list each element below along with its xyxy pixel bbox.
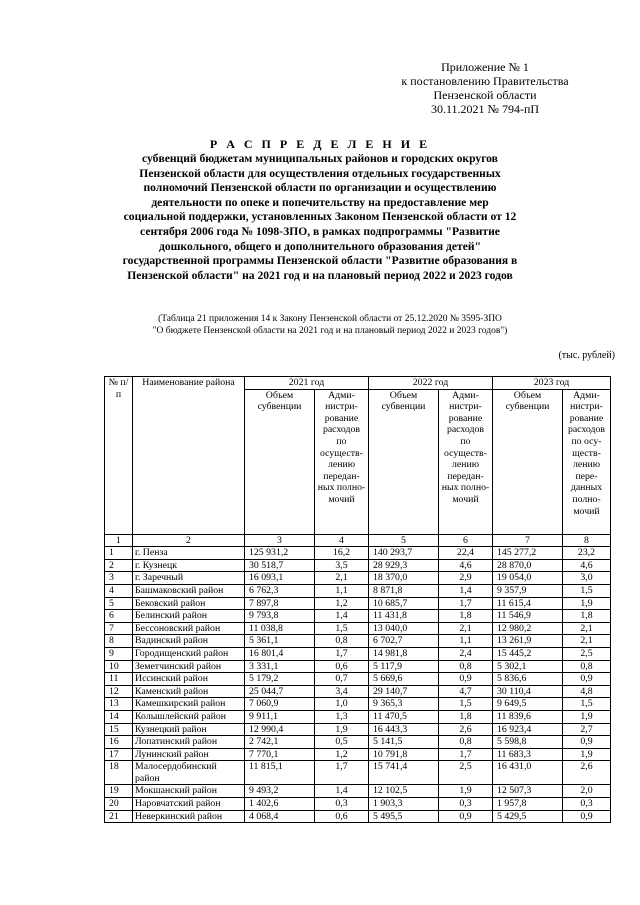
admin-2023: 2,6 [563,761,611,785]
admin-2022: 1,9 [439,785,493,798]
volume-2023: 5 836,6 [493,673,563,686]
column-number: 3 [245,534,315,547]
document-title: Р А С П Р Е Д Е Л Е Н И Е [209,137,431,151]
admin-2022: 1,8 [439,610,493,623]
header-volume: Объем субвенции [493,389,563,534]
district-name: Вадинский район [133,635,245,648]
admin-2021: 2,1 [315,572,369,585]
volume-2022: 18 370,0 [369,572,439,585]
admin-2021: 1,4 [315,785,369,798]
district-name: г. Заречный [133,572,245,585]
header-year-2021: 2021 год [245,377,369,390]
volume-2021: 9 911,1 [245,710,315,723]
volume-2022: 5 141,5 [369,736,439,749]
table-row [105,610,611,623]
row-number: 15 [105,723,133,736]
district-name: Лунинский район [133,748,245,761]
admin-2023: 1,8 [563,610,611,623]
district-name: Лопатинский район [133,736,245,749]
admin-2021: 0,7 [315,673,369,686]
admin-2021: 1,9 [315,723,369,736]
header-admin: Адми-нистри-рование расходов по осуществ-лению передан-ных полно-мочий [315,389,369,534]
volume-2022: 11 431,8 [369,610,439,623]
volume-2023: 13 261,9 [493,635,563,648]
volume-2022: 29 140,7 [369,685,439,698]
row-number: 6 [105,610,133,623]
header-year-2023: 2023 год [493,377,611,390]
volume-2021: 7 897,8 [245,597,315,610]
volume-2022: 5 117,9 [369,660,439,673]
district-name: Малосердобинский район [133,761,245,785]
volume-2022: 16 443,3 [369,723,439,736]
volume-2022: 10 791,8 [369,748,439,761]
admin-2021: 3,5 [315,559,369,572]
volume-2023: 12 507,3 [493,785,563,798]
volume-2021: 125 931,2 [245,547,315,560]
column-number: 4 [315,534,369,547]
table-row [105,710,611,723]
admin-2021: 0,6 [315,810,369,823]
district-name: Башмаковский район [133,584,245,597]
table-row [105,597,611,610]
volume-2022: 13 040,0 [369,622,439,635]
table-row [105,810,611,823]
appendix-line-1: Приложение № 1 [441,60,529,74]
admin-2022: 0,3 [439,798,493,811]
admin-2021: 1,4 [315,610,369,623]
admin-2023: 4,8 [563,685,611,698]
volume-2021: 25 044,7 [245,685,315,698]
header-year-2022: 2022 год [369,377,493,390]
admin-2021: 1,1 [315,584,369,597]
row-number: 13 [105,698,133,711]
admin-2022: 1,1 [439,635,493,648]
header-district: Наименование района [133,377,245,535]
district-name: Земетчинский район [133,660,245,673]
admin-2023: 0,9 [563,673,611,686]
volume-2023: 145 277,2 [493,547,563,560]
column-number: 5 [369,534,439,547]
admin-2022: 0,9 [439,673,493,686]
appendix-line-4: 30.11.2021 № 794-пП [430,102,540,116]
volume-2021: 30 518,7 [245,559,315,572]
appendix-line-2: к постановлению Правительства [401,74,569,88]
volume-2022: 8 871,8 [369,584,439,597]
row-number: 8 [105,635,133,648]
admin-2021: 0,5 [315,736,369,749]
admin-2021: 16,2 [315,547,369,560]
admin-2022: 0,8 [439,660,493,673]
admin-2021: 1,5 [315,622,369,635]
volume-2023: 11 546,9 [493,610,563,623]
admin-2022: 2,1 [439,622,493,635]
row-number: 14 [105,710,133,723]
admin-2023: 3,0 [563,572,611,585]
district-name: Бессоновский район [133,622,245,635]
admin-2023: 1,9 [563,597,611,610]
volume-2022: 12 102,5 [369,785,439,798]
admin-2023: 1,5 [563,698,611,711]
volume-2022: 10 685,7 [369,597,439,610]
table-row [105,761,611,785]
volume-2022: 15 741,4 [369,761,439,785]
row-number: 9 [105,647,133,660]
volume-2021: 12 990,4 [245,723,315,736]
admin-2022: 0,9 [439,810,493,823]
admin-2021: 0,3 [315,798,369,811]
admin-2022: 2,9 [439,572,493,585]
admin-2023: 0,9 [563,810,611,823]
units-label: (тыс. рублей) [558,350,615,361]
column-number: 8 [563,534,611,547]
district-name: Кузнецкий район [133,723,245,736]
volume-2021: 11 038,8 [245,622,315,635]
admin-2021: 3,4 [315,685,369,698]
volume-2021: 11 815,1 [245,761,315,785]
volume-2023: 11 683,3 [493,748,563,761]
district-name: г. Кузнецк [133,559,245,572]
district-name: Бековский район [133,597,245,610]
table-row [105,685,611,698]
admin-2023: 0,9 [563,736,611,749]
district-name: Камешкирский район [133,698,245,711]
table-row [105,723,611,736]
volume-2021: 1 402,6 [245,798,315,811]
appendix-line-3: Пензенской области [433,88,537,102]
volume-2021: 9 793,8 [245,610,315,623]
district-name: г. Пенза [133,547,245,560]
volume-2023: 9 357,9 [493,584,563,597]
admin-2022: 4,6 [439,559,493,572]
admin-2021: 1,3 [315,710,369,723]
header-admin: Адми-нистри-рование расходов по осуществ-лению передан-ных полно-мочий [439,389,493,534]
title-block [120,137,520,283]
row-number: 2 [105,559,133,572]
admin-2023: 2,1 [563,635,611,648]
row-number: 1 [105,547,133,560]
admin-2023: 23,2 [563,547,611,560]
volume-2021: 5 179,2 [245,673,315,686]
header-volume: Объем субвенции [369,389,439,534]
volume-2023: 30 110,4 [493,685,563,698]
row-number: 7 [105,622,133,635]
volume-2022: 5 495,5 [369,810,439,823]
volume-2021: 7 060,9 [245,698,315,711]
volume-2023: 5 598,8 [493,736,563,749]
row-number: 19 [105,785,133,798]
volume-2023: 1 957,8 [493,798,563,811]
admin-2022: 1,8 [439,710,493,723]
admin-2022: 0,8 [439,736,493,749]
volume-2023: 5 302,1 [493,660,563,673]
admin-2022: 1,7 [439,748,493,761]
district-name: Белинский район [133,610,245,623]
admin-2022: 1,5 [439,698,493,711]
volume-2023: 19 054,0 [493,572,563,585]
volume-2021: 9 493,2 [245,785,315,798]
row-number: 5 [105,597,133,610]
table-row [105,584,611,597]
row-number: 18 [105,761,133,785]
volume-2021: 5 361,1 [245,635,315,648]
admin-2023: 2,0 [563,785,611,798]
column-number: 6 [439,534,493,547]
district-name: Городищенский район [133,647,245,660]
volume-2023: 9 649,5 [493,698,563,711]
volume-2023: 11 615,4 [493,597,563,610]
volume-2023: 15 445,2 [493,647,563,660]
volume-2023: 16 923,4 [493,723,563,736]
admin-2021: 1,7 [315,761,369,785]
admin-2021: 0,8 [315,635,369,648]
volume-2022: 14 981,8 [369,647,439,660]
volume-2023: 5 429,5 [493,810,563,823]
header-number: № п/п [105,377,133,535]
volume-2022: 140 293,7 [369,547,439,560]
volume-2022: 6 702,7 [369,635,439,648]
table-row [105,748,611,761]
admin-2021: 1,7 [315,647,369,660]
column-number: 1 [105,534,133,547]
admin-2023: 2,7 [563,723,611,736]
source-reference [130,314,530,337]
admin-2023: 1,9 [563,710,611,723]
volume-2023: 12 980,2 [493,622,563,635]
document-subtitle: субвенций бюджетам муниципальных районов и городских округов Пензенской области для осуществления отдельных государственных полномочий Пензенской области по организации и осуществлению деятельности по опеке и попечительству на предоставление мер социальной поддержки, установленных Законом Пензенской области от 12 сентября 2006 года № 1098-ЗПО, в рамках подпрограммы "Развитие дошкольного, общего и дополнительного образования детей" государственной программы Пензенской области "Развитие образования в Пензенской области" на 2021 год и на плановый период 2022 и 2023 годов [122,152,518,282]
admin-2023: 4,6 [563,559,611,572]
admin-2022: 2,4 [439,647,493,660]
row-number: 11 [105,673,133,686]
row-number: 16 [105,736,133,749]
volume-2022: 11 470,5 [369,710,439,723]
row-number: 12 [105,685,133,698]
volume-2022: 5 669,6 [369,673,439,686]
admin-2023: 1,9 [563,748,611,761]
row-number: 4 [105,584,133,597]
volume-2022: 1 903,3 [369,798,439,811]
column-number: 7 [493,534,563,547]
admin-2021: 0,6 [315,660,369,673]
admin-2023: 1,5 [563,584,611,597]
volume-2022: 28 929,3 [369,559,439,572]
table-row [105,622,611,635]
table-row [105,547,611,560]
row-number: 21 [105,810,133,823]
admin-2022: 2,6 [439,723,493,736]
volume-2021: 16 093,1 [245,572,315,585]
admin-2022: 4,7 [439,685,493,698]
table-row [105,559,611,572]
table-row [105,673,611,686]
volume-2021: 6 762,3 [245,584,315,597]
admin-2023: 0,8 [563,660,611,673]
admin-2021: 1,0 [315,698,369,711]
district-name: Иссинский район [133,673,245,686]
table-row [105,660,611,673]
admin-2022: 2,5 [439,761,493,785]
volume-2023: 11 839,6 [493,710,563,723]
admin-2022: 22,4 [439,547,493,560]
volume-2021: 4 068,4 [245,810,315,823]
table-row [105,736,611,749]
table-row [105,572,611,585]
district-name: Наровчатский район [133,798,245,811]
admin-2021: 1,2 [315,597,369,610]
volume-2021: 16 801,4 [245,647,315,660]
table-row [105,647,611,660]
header-volume: Объем субвенции [245,389,315,534]
header-admin: Адми-нистри-рование расходов по осу-ществ-лению пере-данных полно-мочий [563,389,611,534]
volume-2023: 28 870,0 [493,559,563,572]
admin-2021: 1,2 [315,748,369,761]
table-body [105,547,611,823]
table-row [105,698,611,711]
source-line-1: (Таблица 21 приложения 14 к Закону Пензенской области от 25.12.2020 № 3595-ЗПО [158,314,502,324]
row-number: 17 [105,748,133,761]
row-number: 10 [105,660,133,673]
source-line-2: "О бюджете Пензенской области на 2021 год и на плановый период 2022 и 2023 годов") [152,325,508,336]
table-row [105,785,611,798]
admin-2023: 2,1 [563,622,611,635]
row-number: 3 [105,572,133,585]
table-row [105,635,611,648]
volume-2022: 9 365,3 [369,698,439,711]
subsidy-table [104,376,611,823]
district-name: Колышлейский район [133,710,245,723]
table-row [105,798,611,811]
district-name: Неверкинский район [133,810,245,823]
admin-2023: 0,3 [563,798,611,811]
volume-2021: 2 742,1 [245,736,315,749]
admin-2022: 1,7 [439,597,493,610]
district-name: Каменский район [133,685,245,698]
admin-2022: 1,4 [439,584,493,597]
column-number-row [105,534,611,547]
row-number: 20 [105,798,133,811]
volume-2021: 3 331,1 [245,660,315,673]
volume-2021: 7 770,1 [245,748,315,761]
appendix-block [380,60,590,116]
district-name: Мокшанский район [133,785,245,798]
column-number: 2 [133,534,245,547]
admin-2023: 2,5 [563,647,611,660]
volume-2023: 16 431,0 [493,761,563,785]
